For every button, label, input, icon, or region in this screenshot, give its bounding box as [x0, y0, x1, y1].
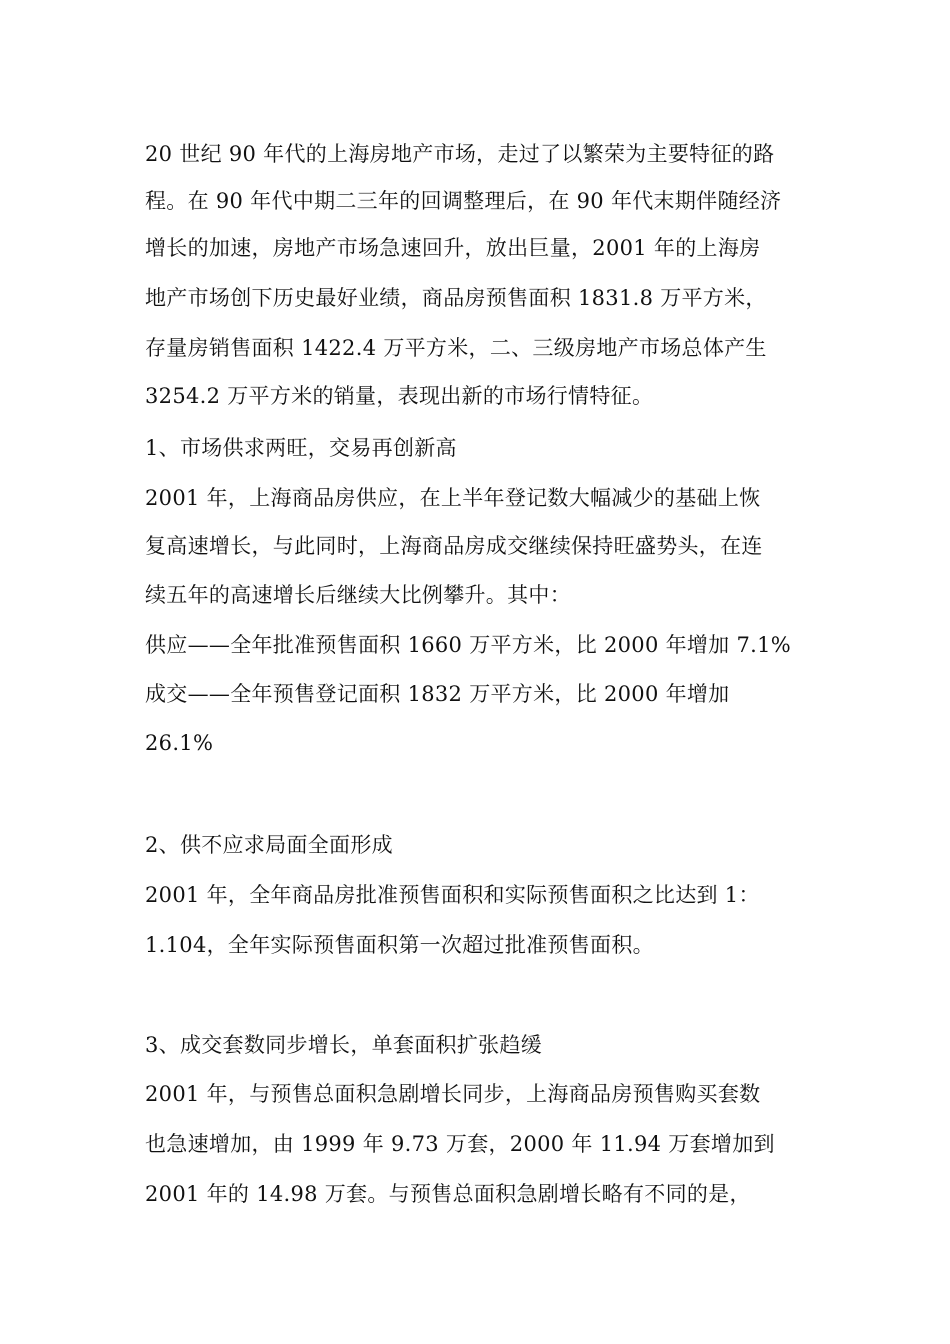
section2-line-2: 1.104，全年实际预售面积第一次超过批准预售面积。 [145, 933, 654, 957]
section1-heading: 1、市场供求两旺，交易再创新高 [145, 436, 457, 460]
section2-line-1: 2001 年，全年商品房批准预售面积和实际预售面积之比达到 1： [145, 883, 760, 907]
section1-line-4: 供应——全年批准预售面积 1660 万平方米，比 2000 年增加 7.1% [145, 633, 792, 657]
intro-line-2: 程。在 90 年代中期二三年的回调整理后，在 90 年代末期伴随经济 [145, 189, 782, 213]
intro-line-6: 3254.2 万平方米的销量，表现出新的市场行情特征。 [145, 384, 654, 408]
section3-line-3: 2001 年的 14.98 万套。与预售总面积急剧增长略有不同的是， [145, 1182, 751, 1206]
section1-line-2: 复高速增长，与此同时，上海商品房成交继续保持旺盛势头，在连 [145, 534, 763, 558]
section3-heading: 3、成交套数同步增长，单套面积扩张趋缓 [145, 1033, 543, 1057]
section1-line-1: 2001 年，上海商品房供应，在上半年登记数大幅减少的基础上恢 [145, 486, 761, 510]
intro-line-5: 存量房销售面积 1422.4 万平方米，二、三级房地产市场总体产生 [145, 336, 767, 360]
section3-line-1: 2001 年，与预售总面积急剧增长同步，上海商品房预售购买套数 [145, 1082, 761, 1106]
intro-line-3: 增长的加速，房地产市场急速回升，放出巨量，2001 年的上海房 [145, 236, 761, 260]
intro-line-1: 20 世纪 90 年代的上海房地产市场，走过了以繁荣为主要特征的路 [145, 142, 775, 166]
section2-heading: 2、供不应求局面全面形成 [145, 833, 393, 857]
intro-line-4: 地产市场创下历史最好业绩，商品房预售面积 1831.8 万平方米， [145, 286, 767, 310]
section1-line-6: 26.1% [145, 731, 214, 755]
section3-line-2: 也急速增加，由 1999 年 9.73 万套，2000 年 11.94 万套增加到 [145, 1132, 775, 1156]
section1-line-3: 续五年的高速增长后继续大比例攀升。其中： [145, 583, 571, 607]
section1-line-5: 成交——全年预售登记面积 1832 万平方米，比 2000 年增加 [145, 682, 730, 706]
